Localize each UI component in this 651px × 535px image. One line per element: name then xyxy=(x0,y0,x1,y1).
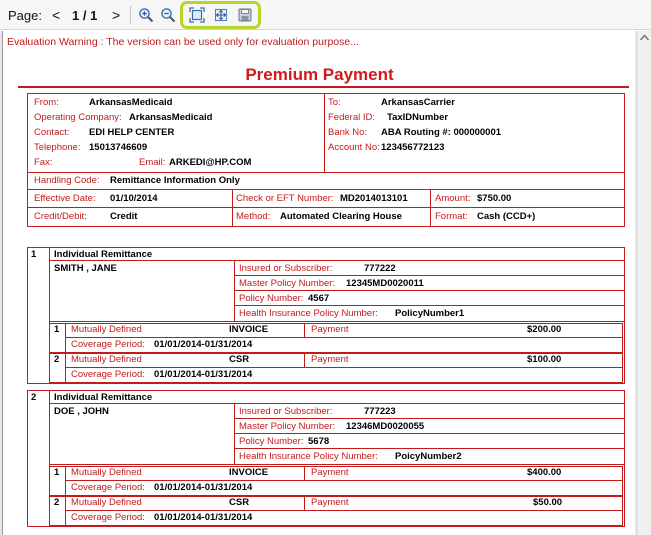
telephone-value: 15013746609 xyxy=(89,142,148,153)
vertical-scrollbar[interactable] xyxy=(637,31,651,535)
mutually-defined-label: Mutually Defined xyxy=(71,497,142,508)
to-label: To: xyxy=(328,97,341,108)
operating-company-value: ArkansasMedicaid xyxy=(129,112,213,123)
coverage-period-value: 01/01/2014-01/31/2014 xyxy=(154,512,253,523)
report-title: Premium Payment xyxy=(245,65,394,84)
format-label: Format: xyxy=(435,211,468,222)
health-policy-value: PolicyNumber1 xyxy=(395,308,465,319)
remittance-heading: Individual Remittance xyxy=(54,392,153,403)
line-number: 2 xyxy=(54,354,60,365)
line-number: 1 xyxy=(54,324,60,335)
handling-code-label: Handling Code: xyxy=(34,175,100,186)
fax-label: Fax: xyxy=(34,157,53,168)
from-value: ArkansasMedicaid xyxy=(89,97,173,108)
contact-label: Contact: xyxy=(34,127,70,138)
insured-label: Insured or Subscriber: xyxy=(239,406,333,417)
line-divider xyxy=(65,367,623,368)
payment-value: $100.00 xyxy=(527,354,562,365)
remittance-divider xyxy=(234,433,625,434)
remittance-number: 2 xyxy=(31,392,37,403)
viewer-toolbar xyxy=(0,0,651,30)
policy-number-label: Policy Number: xyxy=(239,293,304,304)
mutually-defined-label: Mutually Defined xyxy=(71,354,142,365)
health-policy-value: PoicyNumber2 xyxy=(395,451,462,462)
fit-page-button[interactable] xyxy=(187,5,207,25)
header-divider xyxy=(27,207,625,208)
line-divider xyxy=(304,496,305,510)
format-value: Cash (CCD+) xyxy=(477,211,536,222)
remittance-heading: Individual Remittance xyxy=(54,249,153,260)
remittance-name: SMITH , JANE xyxy=(54,263,117,274)
health-policy-label: Health Insurance Policy Number: xyxy=(239,451,378,462)
line-number: 1 xyxy=(54,467,60,478)
header-divider xyxy=(324,93,325,172)
method-value: Automated Clearing House xyxy=(280,211,402,222)
effective-date-value: 01/10/2014 xyxy=(110,193,158,204)
policy-number-label: Policy Number: xyxy=(239,436,304,447)
line-divider xyxy=(65,496,66,526)
page-indicator: 1 / 1 xyxy=(72,7,98,23)
payment-label: Payment xyxy=(311,354,349,365)
email-value: ARKEDI@HP.COM xyxy=(169,157,252,168)
amount-label: Amount: xyxy=(435,193,471,204)
insured-value: 777223 xyxy=(364,406,396,417)
account-number-value: 123456772123 xyxy=(381,142,445,153)
payment-label: Payment xyxy=(311,324,349,335)
line-divider xyxy=(304,466,305,480)
mutually-defined-value: INVOICE xyxy=(229,467,269,478)
mutually-defined-label: Mutually Defined xyxy=(71,467,142,478)
remittance-divider xyxy=(234,418,625,419)
zoom-out-button[interactable] xyxy=(158,5,178,25)
bank-number-label: Bank No: xyxy=(328,127,368,138)
email-label: Email: xyxy=(139,157,166,168)
fit-page-icon xyxy=(189,7,205,23)
line-divider xyxy=(304,353,305,367)
previous-page-button[interactable]: < xyxy=(52,7,61,23)
policy-number-value: 5678 xyxy=(308,436,330,447)
mutually-defined-value: CSR xyxy=(229,354,250,365)
check-number-value: MD2014013101 xyxy=(340,193,408,204)
header-divider xyxy=(27,189,625,190)
insured-value: 777222 xyxy=(364,263,396,274)
remittance-divider xyxy=(234,305,625,306)
zoom-in-icon xyxy=(138,7,154,23)
health-policy-label: Health Insurance Policy Number: xyxy=(239,308,378,319)
remittance-divider xyxy=(234,290,625,291)
check-number-label: Check or EFT Number: xyxy=(236,193,334,204)
account-number-label: Account No: xyxy=(328,142,380,153)
line-divider xyxy=(304,323,305,337)
coverage-period-value: 01/01/2014-01/31/2014 xyxy=(154,482,253,493)
handling-code-value: Remittance Information Only xyxy=(110,175,240,186)
mutually-defined-value: INVOICE xyxy=(229,324,269,335)
payment-value: $50.00 xyxy=(533,497,563,508)
zoom-out-icon xyxy=(160,7,176,23)
remittance-divider xyxy=(234,448,625,449)
fit-width-icon xyxy=(213,7,229,23)
line-number: 2 xyxy=(54,497,60,508)
mutually-defined-value: CSR xyxy=(229,497,250,508)
report-page xyxy=(2,31,635,535)
coverage-period-label: Coverage Period: xyxy=(71,369,145,380)
method-label: Method: xyxy=(236,211,271,222)
policy-number-value: 4567 xyxy=(308,293,330,304)
line-divider xyxy=(65,480,623,481)
remittance-divider xyxy=(234,275,625,276)
line-divider xyxy=(65,323,66,353)
zoom-in-button[interactable] xyxy=(136,5,156,25)
contact-value: EDI HELP CENTER xyxy=(89,127,175,138)
page-label: Page: xyxy=(8,7,42,23)
telephone-label: Telephone: xyxy=(34,142,81,153)
payment-label: Payment xyxy=(311,467,349,478)
header-divider xyxy=(430,189,431,227)
federal-id-label: Federal ID: xyxy=(328,112,375,123)
next-page-button[interactable]: > xyxy=(112,7,121,23)
save-icon xyxy=(237,7,253,23)
credit-debit-value: Credit xyxy=(110,211,138,222)
remittance-divider xyxy=(49,321,625,322)
remittance-divider xyxy=(49,464,625,465)
mutually-defined-label: Mutually Defined xyxy=(71,324,142,335)
to-value: ArkansasCarrier xyxy=(381,97,455,108)
master-policy-value: 12345MD0020011 xyxy=(346,278,424,289)
document-viewer[interactable] xyxy=(0,31,637,535)
toolbar-separator xyxy=(130,6,131,24)
line-divider xyxy=(65,466,66,496)
credit-debit-label: Credit/Debit: xyxy=(34,211,87,222)
evaluation-warning: Evaluation Warning : The version can be used only for evaluation purpose... xyxy=(7,36,359,48)
payment-value: $400.00 xyxy=(527,467,562,478)
title-underline xyxy=(18,86,629,88)
header-divider xyxy=(27,172,625,173)
coverage-period-label: Coverage Period: xyxy=(71,512,145,523)
master-policy-label: Master Policy Number: xyxy=(239,278,336,289)
save-button[interactable] xyxy=(235,5,255,25)
coverage-period-value: 01/01/2014-01/31/2014 xyxy=(154,369,253,380)
line-divider xyxy=(65,510,623,511)
line-divider xyxy=(65,353,66,383)
fit-width-button[interactable] xyxy=(211,5,231,25)
amount-value: $750.00 xyxy=(477,193,512,204)
remittance-number: 1 xyxy=(31,249,37,260)
from-label: From: xyxy=(34,97,59,108)
insured-label: Insured or Subscriber: xyxy=(239,263,333,274)
bank-number-value: ABA Routing #: 000000001 xyxy=(381,127,502,138)
scroll-up-arrow-icon[interactable] xyxy=(640,34,649,41)
federal-id-value: TaxIDNumber xyxy=(387,112,449,123)
header-divider xyxy=(232,189,233,227)
master-policy-label: Master Policy Number: xyxy=(239,421,336,432)
coverage-period-label: Coverage Period: xyxy=(71,482,145,493)
operating-company-label: Operating Company: xyxy=(34,112,122,123)
effective-date-label: Effective Date: xyxy=(34,193,96,204)
line-divider xyxy=(65,337,623,338)
master-policy-value: 12346MD0020055 xyxy=(346,421,425,432)
coverage-period-value: 01/01/2014-01/31/2014 xyxy=(154,339,253,350)
payment-value: $200.00 xyxy=(527,324,562,335)
payment-label: Payment xyxy=(311,497,349,508)
coverage-period-label: Coverage Period: xyxy=(71,339,145,350)
remittance-name: DOE , JOHN xyxy=(54,406,109,417)
